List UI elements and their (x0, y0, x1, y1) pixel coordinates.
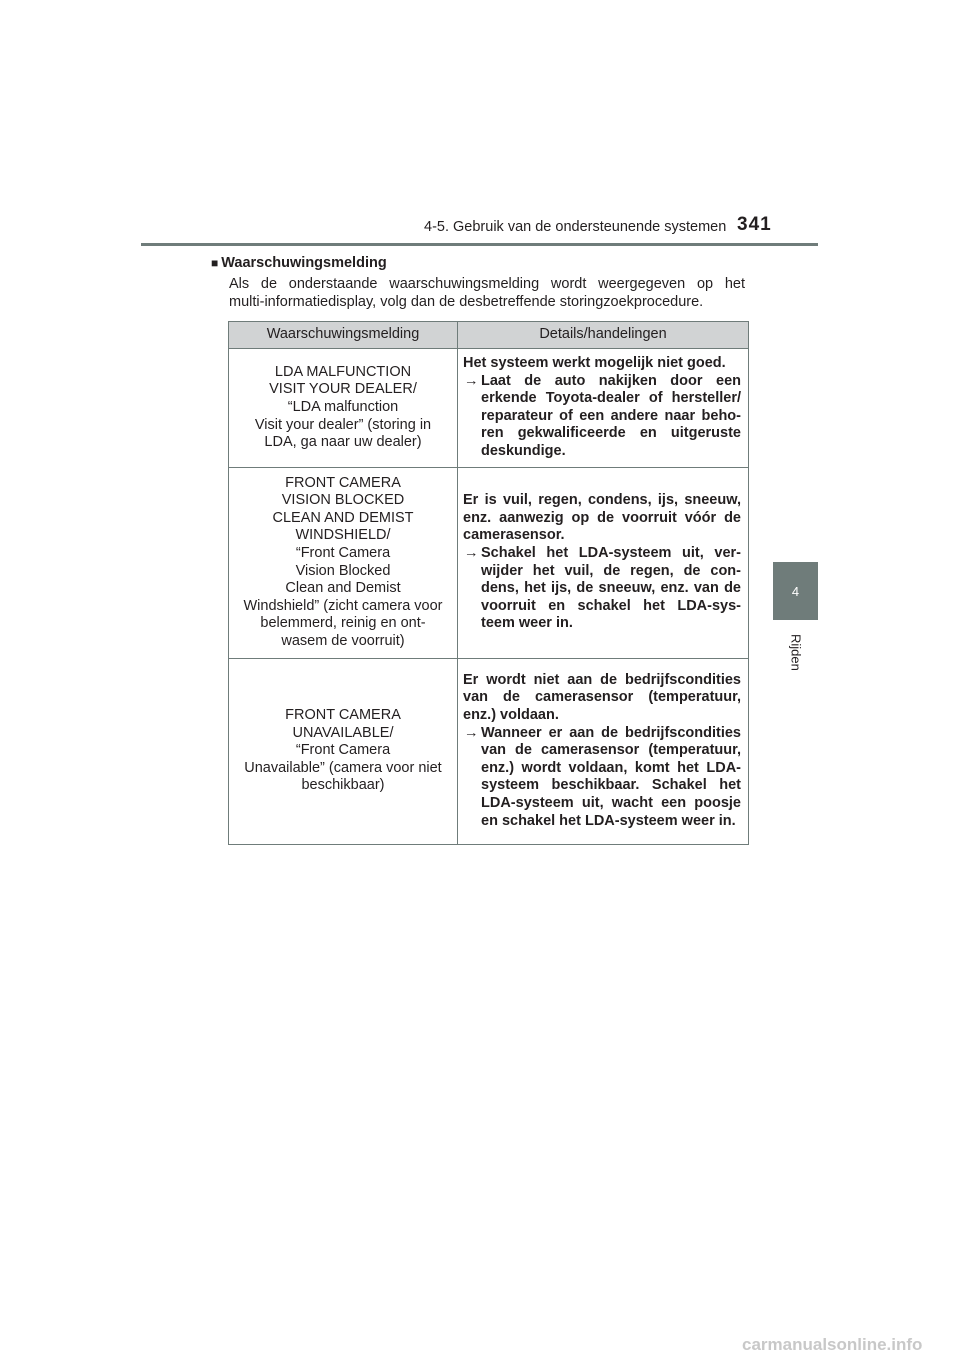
details-cell (458, 658, 749, 844)
arrow-right-icon: → (464, 372, 479, 389)
message-line: Vision Blocked (295, 562, 391, 579)
chapter-tab: 4 (773, 562, 818, 620)
warning-message-cell (229, 349, 458, 468)
details-cell (458, 349, 749, 468)
message-line: LDA MALFUNCTION (274, 363, 412, 380)
warning-message-cell (229, 467, 458, 658)
header-divider (141, 243, 818, 246)
section-heading (211, 255, 387, 271)
section-header-title: 4-5. Gebruik van de ondersteunende systemen (424, 219, 727, 235)
message-line: “Front Camera (295, 742, 391, 759)
table-row (229, 658, 749, 844)
message-line: Windshield” (zicht camera voor (243, 597, 443, 614)
detail-text: Er wordt niet aan de bedrijfscondities van de camerasensor (temperatuur, enz.) voldaan. (463, 671, 741, 724)
section-heading-text: Waarschuwingsmelding (221, 255, 387, 271)
warning-table (228, 321, 749, 845)
intro-line: multi-informatiedisplay, volg dan de desbetreffende storingzoekprocedure. (229, 294, 704, 310)
intro-paragraph (229, 275, 745, 311)
message-line: Clean and Demist (285, 580, 401, 597)
message-line: “Front Camera (295, 544, 391, 561)
action-text: Laat de auto nakijken door een erkende Toyota-dealer of hersteller/ reparateur of een andere naar beho-ren gekwalificeerde en uitgeruste deskundige. (481, 372, 741, 459)
column-header-message: Waarschuwingsmelding (229, 322, 458, 349)
message-line: beschikbaar) (301, 777, 385, 794)
square-bullet-icon: ■ (211, 256, 219, 270)
action-text: Schakel het LDA-systeem uit, ver-wijder het vuil, de regen, de con-dens, het ijs, de sneeuw, enz. van de voorruit en schakel het LDA-sys-teem weer in. (481, 544, 741, 632)
details-cell (458, 467, 749, 658)
message-line: UNAVAILABLE/ (292, 724, 394, 741)
chapter-label: Rijden (788, 633, 804, 671)
column-header-details: Details/handelingen (458, 322, 749, 349)
action-item (463, 545, 741, 633)
arrow-right-icon: → (464, 544, 479, 561)
message-line: FRONT CAMERA (285, 707, 401, 724)
page-number: 341 (737, 214, 772, 235)
message-line: VISIT YOUR DEALER/ (269, 381, 417, 398)
detail-text: Er is vuil, regen, condens, ijs, sneeuw, enz. aanwezig op de voorruit vóór de camerasensor. (463, 492, 741, 544)
message-line: CLEAN AND DEMIST (272, 509, 414, 526)
table-row (229, 467, 749, 658)
arrow-right-icon: → (464, 724, 479, 741)
message-line: “LDA malfunction (287, 398, 399, 415)
message-line: WINDSHIELD/ (295, 527, 391, 544)
warning-message-cell (229, 658, 458, 844)
detail-text: Het systeem werkt mogelijk niet goed. (463, 355, 726, 371)
message-line: Unavailable” (camera voor niet (244, 759, 442, 776)
message-line: belemmerd, reinig en ont- (260, 615, 426, 632)
table-row (229, 349, 749, 468)
action-item (463, 725, 741, 831)
action-item (463, 373, 741, 461)
message-line: VISION BLOCKED (281, 492, 405, 509)
message-line: Visit your dealer” (storing in (254, 416, 432, 433)
message-line: LDA, ga naar uw dealer) (264, 434, 422, 451)
intro-line: Als de onderstaande waarschuwingsmelding wordt weergegeven op het (229, 276, 745, 292)
watermark: carmanualsonline.info (742, 1335, 923, 1354)
message-line: FRONT CAMERA (285, 474, 401, 491)
action-text: Wanneer er aan de bedrijfscondities van de camerasensor (temperatuur, enz.) wordt voldaan, komt het LDA-systeem beschikbaar. Schakel het LDA-systeem uit, wacht een poosje en schakel het LDA-systeem weer in. (481, 724, 741, 829)
message-line: wasem de voorruit) (281, 632, 405, 649)
table-header-row (229, 322, 749, 349)
